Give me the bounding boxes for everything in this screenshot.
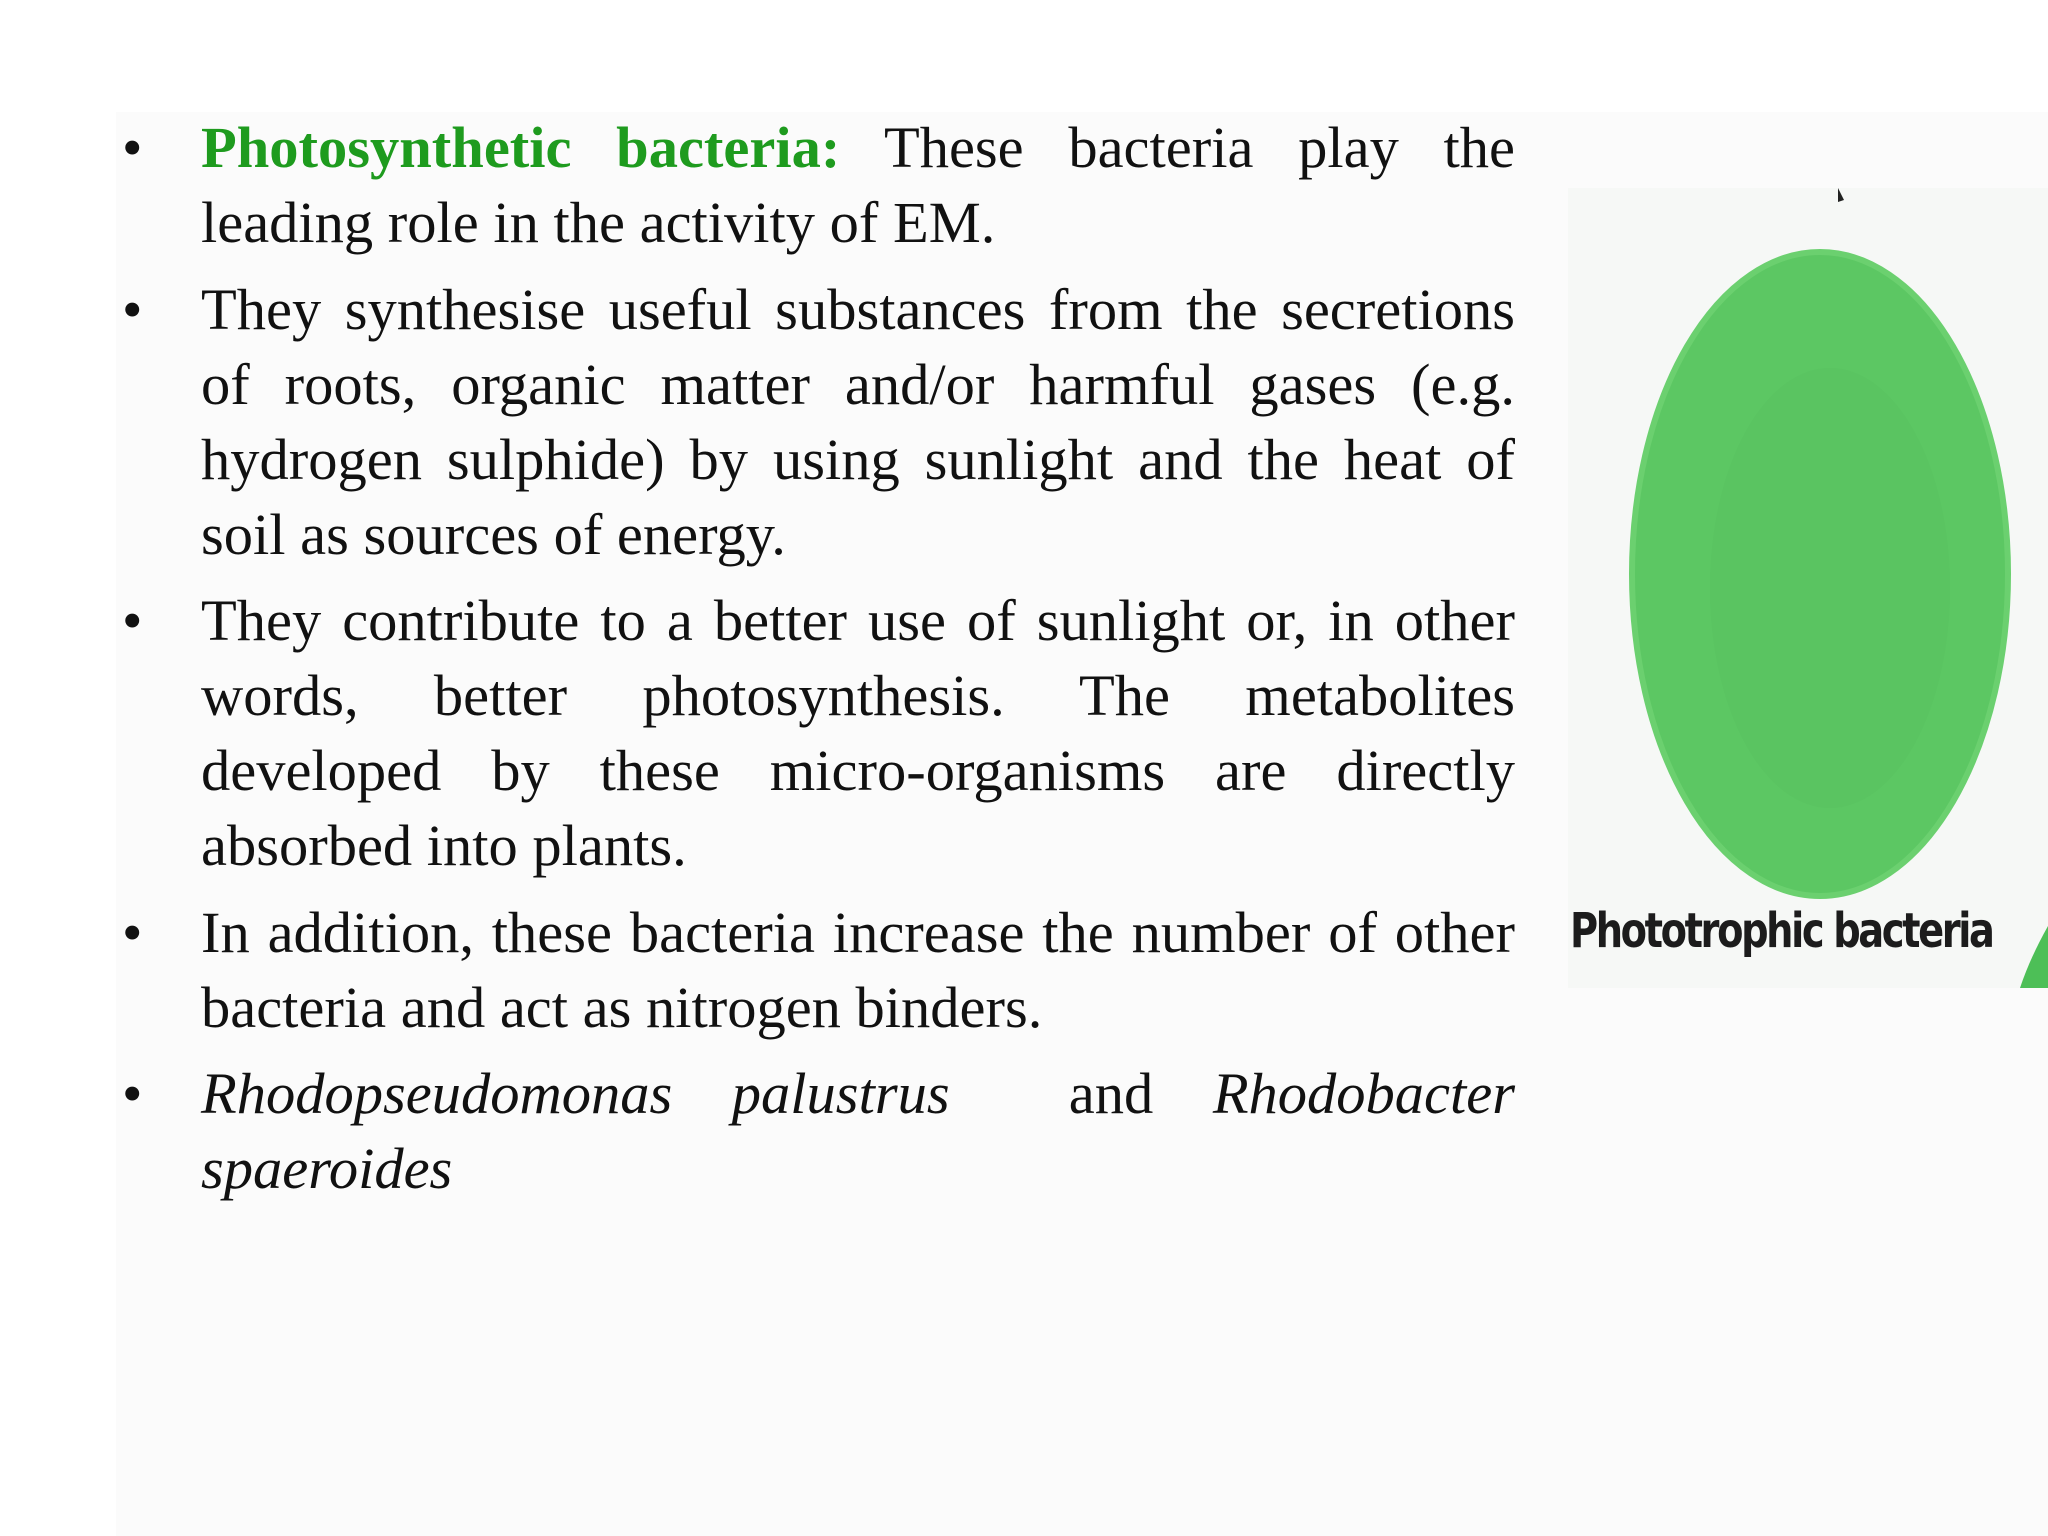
bullet-item-sunlight: [120, 583, 1515, 883]
bullet-list: [120, 110, 1515, 1218]
bullet-icon: •: [122, 1061, 143, 1126]
species-name-rhodopseudomonas: Rhodopseudomonas palustrus: [201, 1061, 950, 1126]
bullet-icon: •: [122, 588, 143, 653]
bullet-item-nitrogen: [120, 895, 1515, 1045]
bacterium-pilus-stub: [1838, 188, 1844, 202]
bullet-item-photosynthetic-bacteria: [120, 110, 1515, 260]
bullet-text: They synthesise useful substances from the secretions of roots, organic matter and/or harmful gases (e.g. hydrogen sulphide) by using sunlight and the heat of soil as sources of energy.: [201, 276, 1515, 567]
bullet-text: These bacteria play the leading role in the activity of EM.: [201, 115, 1515, 255]
figure-caption: Phototrophic bacteria: [1570, 903, 1993, 959]
bullet-heading: Photosynthetic bacteria:: [201, 115, 841, 180]
bullet-icon: •: [122, 115, 143, 180]
corner-accent: [2020, 926, 2048, 988]
bullet-icon: •: [122, 276, 143, 342]
bullet-text: In addition, these bacteria increase the number of other bacteria and act as nitrogen binders.: [201, 899, 1515, 1040]
bullet-item-species: [120, 1056, 1515, 1206]
bullet-text: and: [949, 1061, 1213, 1126]
species-name-rhodobacter: Rhodobacter spaeroides: [201, 1061, 1515, 1201]
bacterium-cell-texture: [1710, 368, 1950, 808]
bullet-icon: •: [122, 899, 143, 965]
bullet-item-synthesise: [120, 272, 1515, 572]
bacterium-illustration: [1568, 188, 2048, 988]
phototrophic-bacteria-figure: [1568, 188, 2048, 988]
bullet-text: They contribute to a better use of sunlight or, in other words, better photosynthesis. The metabolites developed by these micro-organisms are directly absorbed into plants.: [201, 588, 1515, 878]
